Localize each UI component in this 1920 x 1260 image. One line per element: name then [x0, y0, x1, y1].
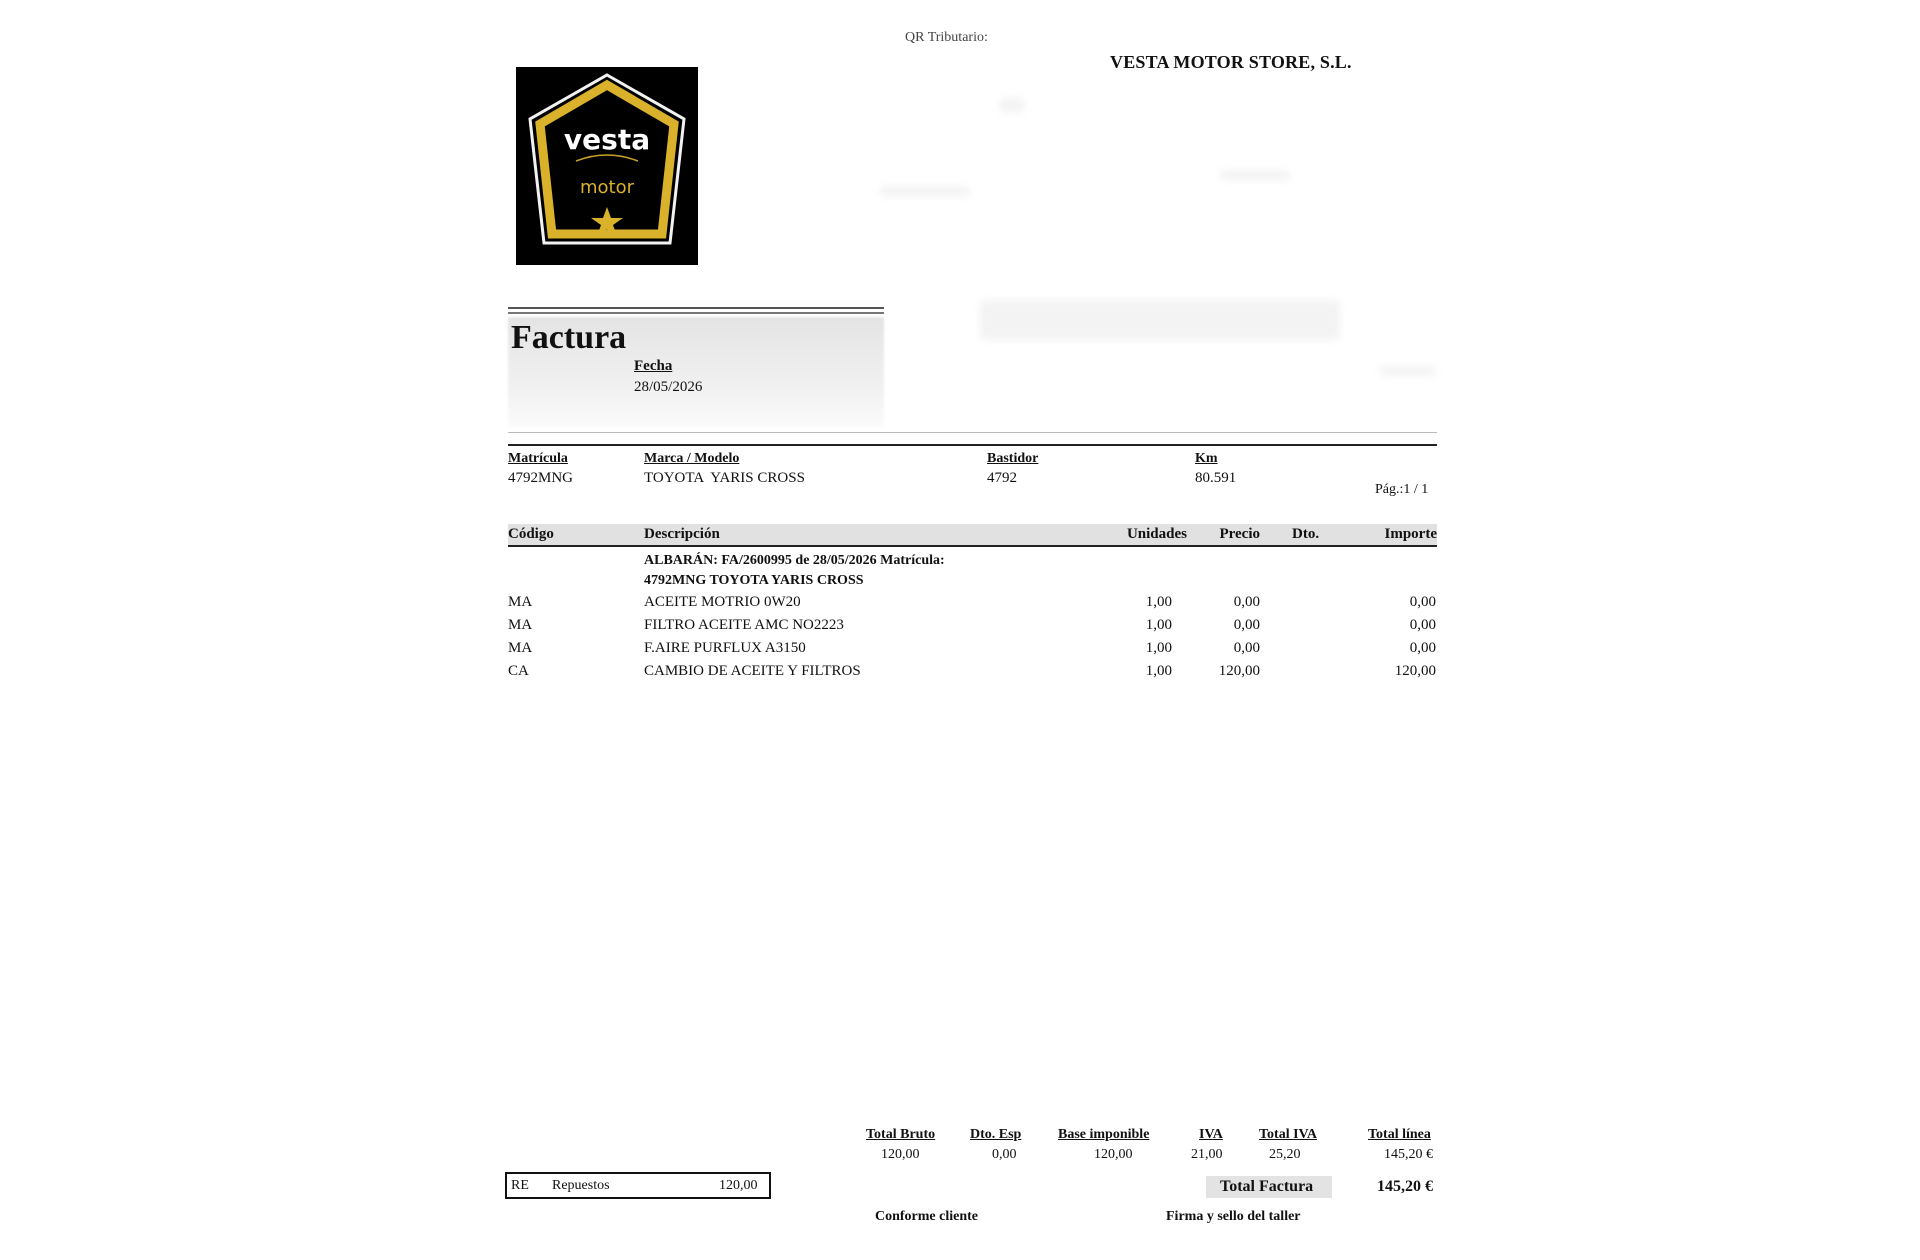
- row-codigo: CA: [508, 663, 529, 679]
- table-row: [508, 594, 1437, 616]
- redacted-area: [880, 186, 970, 196]
- table-row: [508, 640, 1437, 662]
- table-header: [508, 524, 1437, 545]
- signature-taller-label: Firma y sello del taller: [1166, 1209, 1301, 1224]
- redacted-area: [1220, 170, 1290, 180]
- bastidor-value: 4792: [987, 470, 1017, 486]
- row-importe: 0,00: [1409, 617, 1436, 633]
- divider: [508, 432, 1437, 433]
- column-codigo: Código: [508, 526, 554, 542]
- total-iva-value: 25,20: [1269, 1147, 1301, 1162]
- base-imponible-value: 120,00: [1094, 1147, 1133, 1162]
- row-codigo: MA: [508, 640, 533, 656]
- marca-label: Marca / Modelo: [644, 451, 740, 466]
- marca-value: TOYOTA YARIS CROSS: [644, 470, 805, 486]
- column-descripcion: Descripción: [644, 526, 720, 542]
- row-precio: 120,00: [1218, 663, 1260, 679]
- column-dto: Dto.: [1292, 526, 1320, 542]
- column-precio: Precio: [1219, 526, 1260, 542]
- document-title: Factura: [511, 319, 627, 356]
- company-name: VESTA MOTOR STORE, S.L.: [1110, 52, 1352, 72]
- total-factura-label: Total Factura: [1220, 1178, 1314, 1195]
- iva-label: IVA: [1199, 1127, 1223, 1142]
- re-code: RE: [511, 1178, 529, 1193]
- row-unidades: 1,00: [1145, 663, 1172, 679]
- divider: [508, 545, 1437, 547]
- vesta-motor-logo: [516, 67, 698, 265]
- total-factura-box: [1206, 1176, 1332, 1198]
- dto-esp-value: 0,00: [992, 1147, 1017, 1162]
- redacted-area: [980, 300, 1340, 340]
- fecha-label: Fecha: [634, 358, 673, 374]
- redacted-area: [1380, 366, 1436, 376]
- row-descripcion: CAMBIO DE ACEITE Y FILTROS: [644, 663, 861, 679]
- re-summary-box: [505, 1172, 771, 1199]
- row-codigo: MA: [508, 617, 533, 633]
- km-value: 80.591: [1195, 470, 1237, 486]
- row-precio: 0,00: [1233, 617, 1260, 633]
- row-unidades: 1,00: [1145, 594, 1172, 610]
- row-importe: 0,00: [1409, 594, 1436, 610]
- base-imponible-label: Base imponible: [1058, 1127, 1150, 1142]
- document-header: [508, 307, 884, 437]
- divider: [508, 444, 1437, 446]
- svg-text:motor: motor: [579, 177, 635, 198]
- signature-cliente-label: Conforme cliente: [875, 1209, 979, 1224]
- table-body: [508, 553, 1437, 693]
- row-descripcion: F.AIRE PURFLUX A3150: [644, 640, 806, 656]
- svg-text:vesta: vesta: [563, 123, 651, 156]
- row-importe: 120,00: [1394, 663, 1436, 679]
- column-unidades: Unidades: [1126, 526, 1187, 542]
- total-bruto-label: Total Bruto: [866, 1127, 936, 1142]
- divider: [508, 307, 884, 309]
- re-value: 120,00: [719, 1178, 758, 1193]
- albaran-reference: ALBARÁN: FA/2600995 de 28/05/2026 Matrícula:: [644, 553, 945, 568]
- fecha-value: 28/05/2026: [634, 379, 703, 395]
- table-row: [508, 617, 1437, 639]
- matricula-label: Matrícula: [508, 451, 568, 466]
- row-importe: 0,00: [1409, 640, 1436, 656]
- divider: [508, 312, 884, 314]
- dto-esp-label: Dto. Esp: [970, 1127, 1022, 1142]
- iva-value: 21,00: [1191, 1147, 1223, 1162]
- row-unidades: 1,00: [1145, 617, 1172, 633]
- row-descripcion: ACEITE MOTRIO 0W20: [644, 594, 801, 610]
- redacted-area: [1000, 98, 1024, 112]
- page-info: Pág.:1 / 1: [1375, 482, 1429, 497]
- logo-emblem-icon: [516, 67, 698, 265]
- row-precio: 0,00: [1233, 640, 1260, 656]
- re-label: Repuestos: [552, 1178, 610, 1193]
- total-factura-value: 145,20 €: [1377, 1178, 1433, 1195]
- km-label: Km: [1195, 451, 1218, 466]
- table-row: [508, 663, 1437, 685]
- row-descripcion: FILTRO ACEITE AMC NO2223: [644, 617, 844, 633]
- total-linea-value: 145,20 €: [1384, 1147, 1433, 1162]
- bastidor-label: Bastidor: [987, 451, 1039, 466]
- total-iva-label: Total IVA: [1259, 1127, 1317, 1142]
- column-importe: Importe: [1384, 526, 1437, 542]
- total-linea-label: Total línea: [1368, 1127, 1431, 1142]
- row-codigo: MA: [508, 594, 533, 610]
- row-unidades: 1,00: [1145, 640, 1172, 656]
- total-bruto-value: 120,00: [881, 1147, 920, 1162]
- row-precio: 0,00: [1233, 594, 1260, 610]
- matricula-value: 4792MNG: [508, 470, 574, 486]
- qr-tributario-label: QR Tributario:: [905, 30, 988, 45]
- albaran-reference-vehicle: 4792MNG TOYOTA YARIS CROSS: [644, 573, 864, 588]
